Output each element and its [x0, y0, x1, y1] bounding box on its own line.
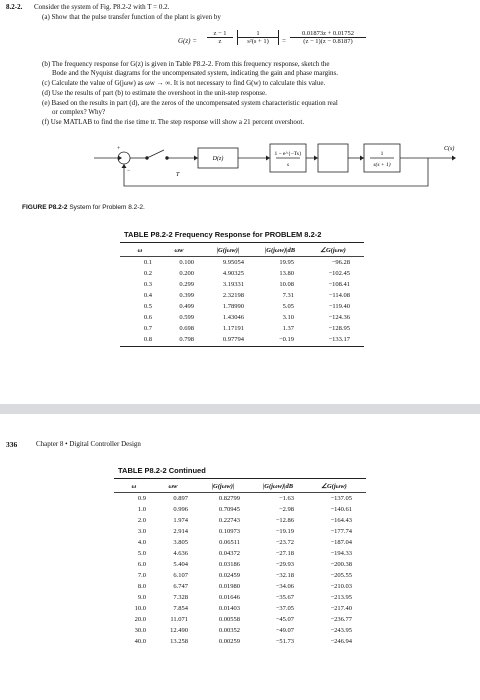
table-row [120, 268, 364, 279]
part-f-text: (f) Use MATLAB to find the rise time tr. The step response will show a 21 percent overshoot. [42, 118, 305, 126]
arrow-into-zoh [266, 156, 270, 161]
table1-top-rule [120, 242, 364, 243]
table-cell: 0.299 [179, 281, 194, 288]
table1 [120, 244, 364, 345]
eq-rhs-num: 0.01873z + 0.01752 [290, 30, 366, 38]
table-cell: −243.95 [330, 627, 352, 634]
table-row [114, 636, 366, 647]
table-cell: 1.78990 [222, 303, 244, 310]
table-cell: 4.0 [137, 539, 146, 546]
table1-header-cell: ω [120, 244, 160, 257]
table-cell: 7.854 [173, 605, 188, 612]
table-cell: 10.08 [279, 281, 294, 288]
table-cell: −187.04 [330, 539, 352, 546]
table-cell: 3.10 [282, 314, 294, 321]
table-cell: −177.74 [330, 528, 352, 535]
plant-denominator: s(s + 1) [373, 162, 391, 168]
table-row [114, 548, 366, 559]
part-b-line1: (b) The frequency response for G(z) is given in Table P8.2-2. From this frequency response, sketch the [42, 60, 330, 68]
textbook-page-bottom [0, 414, 480, 700]
table-cell: 20.0 [134, 616, 146, 623]
table-cell: −236.77 [330, 616, 352, 623]
arrow-output [452, 156, 456, 161]
table-cell: 7.31 [282, 292, 294, 299]
zoh-denominator: s [286, 162, 290, 168]
table-cell: −137.05 [330, 495, 352, 502]
table-row [120, 257, 364, 269]
table2-header-cell: |G(jωw)|dB [254, 480, 302, 493]
table-row [120, 279, 364, 290]
table-cell: 0.06511 [219, 539, 240, 546]
output-label: C(s) [444, 146, 455, 152]
table-row [114, 537, 366, 548]
table-cell: 30.0 [134, 627, 146, 634]
table-cell: −0.19 [278, 336, 294, 343]
table-cell: 0.499 [179, 303, 194, 310]
table-cell: −102.45 [328, 270, 350, 277]
table-cell: 0.00558 [218, 616, 240, 623]
sampler-label: T [176, 172, 180, 178]
table-row [114, 504, 366, 515]
table-cell: 1.0 [137, 506, 146, 513]
eq-frac-zoh-den: z [218, 38, 222, 45]
eq-bracket-num: 1 [238, 30, 278, 38]
table1-header-row [120, 244, 364, 257]
table-cell: 2.0 [137, 517, 146, 524]
hidden-block [318, 144, 348, 172]
controller-label: D(z) [212, 156, 224, 162]
table-cell: 1.974 [173, 517, 188, 524]
block-diagram [0, 128, 480, 200]
table-cell: 0.04372 [218, 550, 240, 557]
table1-bottom-rule [120, 346, 364, 347]
table-cell: −119.40 [328, 303, 350, 310]
table2-body [114, 493, 366, 648]
table-cell: 0.02459 [218, 572, 240, 579]
table-cell: 10.0 [134, 605, 146, 612]
table2-header-cell: ω [114, 480, 154, 493]
table-row [114, 559, 366, 570]
table-cell: 0.996 [173, 506, 188, 513]
table-cell: 0.8 [143, 336, 152, 343]
table-cell: −51.73 [275, 638, 294, 645]
part-c-text: (c) Calculate the value of G(jωw) as ωw → ∞. It is not necessary to find G(w) to calculate this value. [42, 79, 326, 87]
table-row [114, 592, 366, 603]
table-cell: 0.82799 [218, 495, 240, 502]
table-cell: 8.0 [137, 583, 146, 590]
table-cell: 0.5 [143, 303, 152, 310]
table-cell: −133.17 [328, 336, 350, 343]
table-cell: 7.328 [173, 594, 188, 601]
table1-header-cell: ∠G(jωw) [302, 244, 364, 257]
table-row [120, 290, 364, 301]
sampler-switch [147, 150, 164, 158]
table-cell: −114.08 [328, 292, 350, 299]
table-cell: 0.3 [143, 281, 152, 288]
table-cell: −140.61 [330, 506, 352, 513]
table-cell: 1.17191 [222, 325, 244, 332]
table-cell: 1.37 [282, 325, 294, 332]
table-cell: −108.41 [328, 281, 350, 288]
table-cell: 9.95054 [222, 259, 244, 266]
table-cell: 0.22743 [218, 517, 240, 524]
table-cell: −194.33 [330, 550, 352, 557]
table-cell: −2.98 [278, 506, 294, 513]
table-row [114, 493, 366, 505]
eq-rhs-den: (z − 1)(z − 0.8187) [303, 38, 353, 45]
eq-frac-zoh [207, 30, 233, 45]
table-cell: 0.100 [179, 259, 194, 266]
table-cell: −19.19 [275, 528, 294, 535]
table-cell: 11.071 [170, 616, 188, 623]
eq-equals: = [282, 37, 286, 45]
table-cell: 7.0 [137, 572, 146, 579]
table-cell: 0.03186 [218, 561, 240, 568]
arrow-into-plant [360, 156, 364, 161]
table-cell: −246.94 [330, 638, 352, 645]
table-row [114, 515, 366, 526]
table1-title: TABLE P8.2-2 Frequency Response for PROBLEM 8.2-2 [124, 230, 322, 239]
part-e-line1: (e) Based on the results in part (d), are the zeros of the uncompensated system characteristic equation real [42, 99, 338, 107]
table1-header-cell: |G(jωw)|dB [258, 244, 302, 257]
table2-top-rule [114, 478, 366, 479]
table-cell: −210.03 [330, 583, 352, 590]
minus-sign: − [127, 168, 131, 174]
table-cell: 0.00352 [218, 627, 240, 634]
table-cell: 0.70945 [218, 506, 240, 513]
table-cell: 5.0 [137, 550, 146, 557]
problem-statement: Consider the system of Fig. P8.2-2 with T = 0.2. [34, 3, 170, 11]
table-cell: 0.4 [143, 292, 152, 299]
arrow-into-hidden [314, 156, 318, 161]
table-cell: −96.28 [331, 259, 350, 266]
table-cell: 6.107 [173, 572, 188, 579]
table1-body [120, 257, 364, 346]
table-cell: 13.258 [170, 638, 188, 645]
table-cell: 3.805 [173, 539, 188, 546]
table-cell: −23.72 [275, 539, 294, 546]
table-cell: 6.747 [173, 583, 188, 590]
part-b-line2: Bode and the Nyquist diagrams for the uncompensated system, indicating the gain and phase margins. [52, 69, 339, 77]
table2 [114, 480, 366, 647]
table-cell: −34.06 [275, 583, 294, 590]
table2-header-row [114, 480, 366, 493]
table-cell: −32.18 [275, 572, 294, 579]
table-cell: 4.636 [173, 550, 188, 557]
table2-header-cell: ωw [154, 480, 192, 493]
table-cell: −29.93 [275, 561, 294, 568]
table2-title: TABLE P8.2-2 Continued [118, 466, 206, 475]
table-cell: 0.10973 [218, 528, 240, 535]
table-cell: −1.63 [278, 495, 294, 502]
problem-number: 8.2-2. [6, 3, 23, 11]
table-cell: −27.18 [275, 550, 294, 557]
table-cell: 0.599 [179, 314, 194, 321]
table-cell: −128.95 [328, 325, 350, 332]
table1-header-cell: ωw [160, 244, 198, 257]
table-cell: 0.00259 [218, 638, 240, 645]
table-cell: 5.404 [173, 561, 188, 568]
eq-frac-zoh-num: z − 1 [207, 30, 233, 38]
table1-header-cell: |G(jωw)| [198, 244, 258, 257]
table-row [114, 603, 366, 614]
table-cell: 9.0 [137, 594, 146, 601]
table-cell: 13.80 [279, 270, 294, 277]
table-cell: −49.07 [275, 627, 294, 634]
table-row [114, 614, 366, 625]
table2-header-cell: ∠G(jωw) [302, 480, 366, 493]
figure-caption [22, 203, 145, 212]
table-cell: −37.05 [275, 605, 294, 612]
table-cell: 0.399 [179, 292, 194, 299]
table-cell: 5.05 [282, 303, 294, 310]
table-cell: 0.1 [143, 259, 152, 266]
table-cell: 0.9 [137, 495, 146, 502]
plus-sign: + [117, 146, 121, 152]
table-row [120, 334, 364, 345]
table-cell: 2.32198 [222, 292, 244, 299]
eq-rhs [290, 30, 366, 45]
sampler-contact-right [166, 157, 169, 160]
table-cell: 12.490 [170, 627, 188, 634]
table-cell: 0.01980 [218, 583, 240, 590]
table-cell: 0.897 [173, 495, 188, 502]
eq-lhs: G(z) = [178, 37, 197, 45]
table-cell: −200.38 [330, 561, 352, 568]
table-row [114, 526, 366, 537]
eq-bracket-den: s²(s + 1) [247, 38, 269, 45]
table-cell: 0.200 [179, 270, 194, 277]
table-cell: −164.43 [330, 517, 352, 524]
plant-numerator: 1 [380, 151, 384, 157]
table-cell: 3.19331 [222, 281, 244, 288]
table-cell: 40.0 [134, 638, 146, 645]
table2-header-cell: |G(jωw)| [192, 480, 254, 493]
part-d-text: (d) Use the results of part (b) to estimate the overshoot in the unit-step response. [42, 89, 267, 97]
part-a-text: (a) Show that the pulse transfer function of the plant is given by [42, 13, 221, 21]
figure-caption-label: FIGURE P8.2-2 [22, 204, 68, 211]
table-cell: 19.95 [279, 259, 294, 266]
table-cell: 0.01646 [218, 594, 240, 601]
table-row [114, 581, 366, 592]
table-row [120, 301, 364, 312]
table-cell: 0.7 [143, 325, 152, 332]
figure-caption-text: System for Problem 8.2-2. [69, 204, 145, 211]
zoh-numerator: 1 − e^{−Ts} [274, 151, 302, 157]
table-cell: 0.698 [179, 325, 194, 332]
table-row [114, 625, 366, 636]
table-cell: 0.798 [179, 336, 194, 343]
table-cell: 4.90325 [222, 270, 244, 277]
table-cell: 2.914 [173, 528, 188, 535]
table-cell: −217.40 [330, 605, 352, 612]
arrow-into-controller [194, 156, 198, 161]
table-cell: −45.07 [275, 616, 294, 623]
table-cell: −35.67 [275, 594, 294, 601]
table-cell: 3.0 [137, 528, 146, 535]
page-number: 336 [6, 440, 18, 449]
eq-bracket-term [237, 30, 279, 45]
table-cell: −12.86 [275, 517, 294, 524]
table-row [114, 570, 366, 581]
table-row [120, 323, 364, 334]
table-cell: 0.01403 [218, 605, 240, 612]
table-cell: 1.43046 [222, 314, 244, 321]
table-cell: 0.97794 [222, 336, 244, 343]
table-cell: 6.0 [137, 561, 146, 568]
part-e-line2: or complex? Why? [52, 108, 106, 116]
table-cell: 0.6 [143, 314, 152, 321]
table-cell: −124.36 [328, 314, 350, 321]
table-cell: −205.55 [330, 572, 352, 579]
table-cell: −213.95 [330, 594, 352, 601]
table-cell: 0.2 [143, 270, 152, 277]
arrow-feedback [122, 164, 127, 168]
table-row [120, 312, 364, 323]
running-header: Chapter 8 • Digital Controller Design [36, 440, 141, 448]
